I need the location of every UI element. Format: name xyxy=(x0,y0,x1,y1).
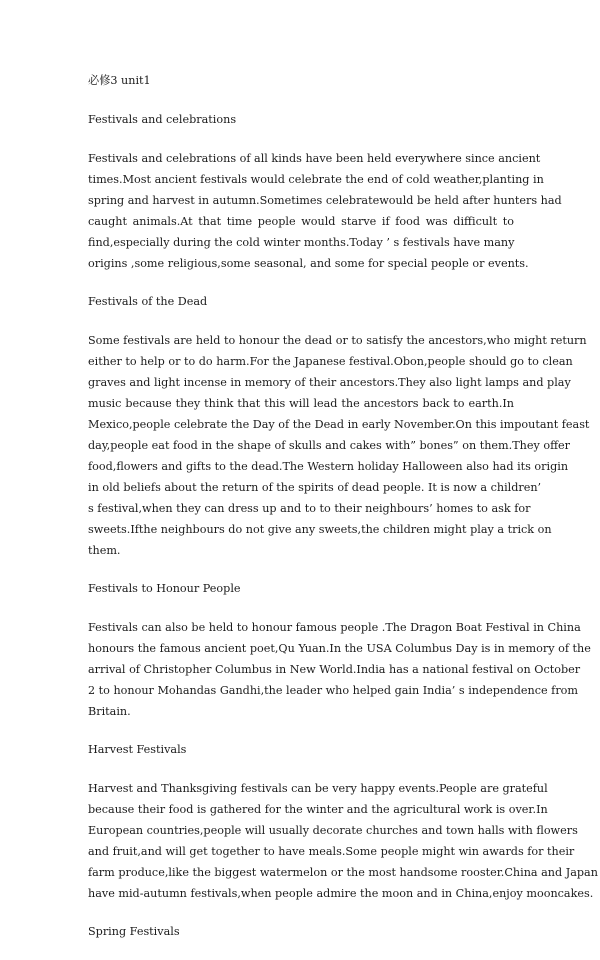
text-line: find,especially during the cold winter months.Today ’ s festivals have many xyxy=(88,236,515,249)
text-line: have mid-autumn festivals,when people admire the moon and in China,enjoy mooncakes. xyxy=(88,887,594,900)
text-line: arrival of Christopher Columbus in New World.India has a national festival on October xyxy=(88,663,581,676)
text-line: farm produce,like the biggest watermelon or the most handsome rooster.China and Japan xyxy=(88,866,598,879)
text-line: them. xyxy=(88,544,121,557)
text-line: times.Most ancient festivals would celebrate the end of cold weather,planting in xyxy=(88,173,544,186)
section-heading-spring-festivals: Spring Festivals xyxy=(88,925,180,938)
text-line: sweets.Ifthe neighbours do not give any sweets,the children might play a trick on xyxy=(88,523,552,536)
paragraph-festivals-to-honour-people xyxy=(88,617,591,722)
text-line: either to help or to do harm.For the Japanese festival.Obon,people should go to clean xyxy=(88,355,573,368)
text-line: 2 to honour Mohandas Gandhi,the leader who helped gain India’ s independence from xyxy=(88,684,579,697)
text-line: Mexico,people celebrate the Day of the Dead in early November.On this impoutant feast xyxy=(88,418,590,431)
page-header: 必修3 unit1 xyxy=(88,74,151,87)
document-body xyxy=(88,70,598,960)
section-heading-festivals-and-celebrations: Festivals and celebrations xyxy=(88,113,237,126)
paragraph-harvest-festivals xyxy=(88,778,598,904)
text-line: graves and light incense in memory of their ancestors.They also light lamps and play xyxy=(88,376,571,389)
text-line: day,people eat food in the shape of skulls and cakes with” bones” on them.They offer xyxy=(88,439,571,452)
section-heading-festivals-to-honour-people: Festivals to Honour People xyxy=(88,582,241,595)
text-line: in old beliefs about the return of the spirits of dead people. It is now a children’ xyxy=(88,481,542,494)
text-line: European countries,people will usually decorate churches and town halls with flowers xyxy=(88,824,578,837)
text-line: Festivals can also be held to honour famous people .The Dragon Boat Festival in China xyxy=(88,621,581,634)
text-line: Festivals and celebrations of all kinds have been held everywhere since ancient xyxy=(88,152,541,165)
text-line: Britain. xyxy=(88,705,131,718)
text-line: spring and harvest in autumn.Sometimes celebratewould be held after hunters had xyxy=(88,194,562,207)
section-heading-harvest-festivals: Harvest Festivals xyxy=(88,743,187,756)
text-line: honours the famous ancient poet,Qu Yuan.In the USA Columbus Day is in memory of the xyxy=(88,642,591,655)
text-line: food,flowers and gifts to the dead.The Western holiday Halloween also had its origin xyxy=(88,460,569,473)
paragraph-festivals-and-celebrations xyxy=(88,148,562,274)
text-line: Harvest and Thanksgiving festivals can be very happy events.People are grateful xyxy=(88,782,548,795)
text-line: caught animals.At that time people would starve if food was difficult to xyxy=(88,215,514,228)
text-line: Some festivals are held to honour the dead or to satisfy the ancestors,who might return xyxy=(88,334,587,347)
text-line: origins ,some religious,some seasonal, and some for special people or events. xyxy=(88,257,529,270)
text-line: music because they think that this will lead the ancestors back to earth.In xyxy=(88,397,514,410)
text-line: and fruit,and will get together to have meals.Some people might win awards for their xyxy=(88,845,575,858)
text-line: s festival,when they can dress up and to to their neighbours’ homes to ask for xyxy=(88,502,531,515)
paragraph-festivals-of-the-dead xyxy=(88,330,590,561)
text-line: because their food is gathered for the winter and the agricultural work is over.In xyxy=(88,803,548,816)
section-heading-festivals-of-the-dead: Festivals of the Dead xyxy=(88,295,208,308)
